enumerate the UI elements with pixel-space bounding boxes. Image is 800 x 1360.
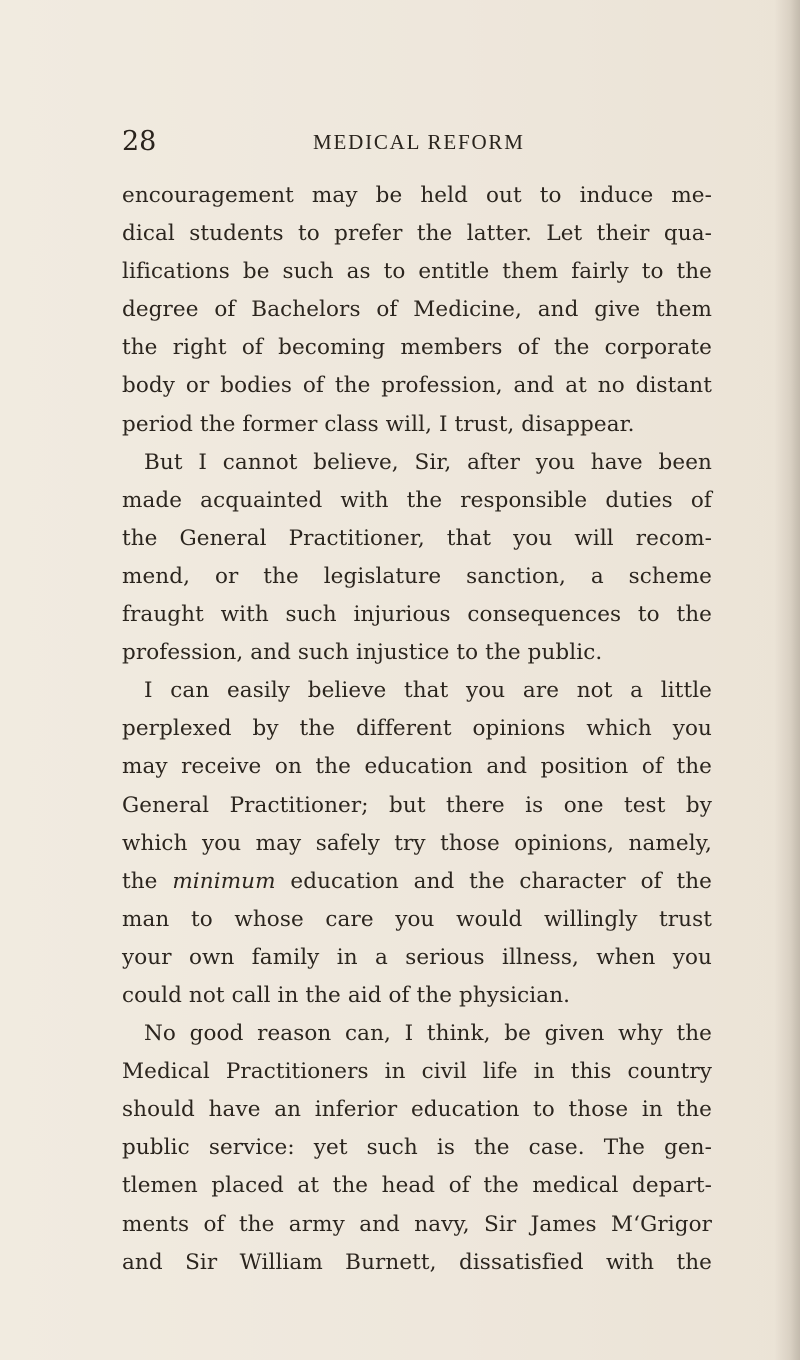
body-text <box>122 177 712 1282</box>
text-line: which you may safely try those opinions, namely, <box>122 830 712 856</box>
emphasized-word: minimum <box>172 868 276 894</box>
text-line: should have an inferior education to those in the <box>122 1097 712 1123</box>
text-line: period the former class will, I trust, disappear. <box>122 411 635 437</box>
text-line: fraught with such injurious consequences to the <box>122 602 712 628</box>
text-line: man to whose care you would willingly trust <box>122 906 712 932</box>
text-fragment: education and the character of the <box>290 868 713 894</box>
text-line: tlemen placed at the head of the medical depart- <box>122 1173 712 1199</box>
running-head: MEDICAL REFORM <box>313 130 525 154</box>
text-line: But I cannot believe, Sir, after you have been <box>144 449 712 475</box>
text-line: Medical Practitioners in civil life in this country <box>122 1059 712 1085</box>
text-line: public service: yet such is the case. The gen- <box>122 1135 712 1161</box>
text-line: made acquainted with the responsible duties of <box>122 487 712 513</box>
text-line: and Sir William Burnett, dissatisfied with the <box>122 1249 712 1275</box>
text-fragment: the <box>122 868 158 894</box>
text-line: No good reason can, I think, be given why the <box>144 1021 712 1047</box>
text-line: mend, or the legislature sanction, a scheme <box>122 563 712 589</box>
text-line: may receive on the education and position of the <box>122 754 712 780</box>
text-line: could not call in the aid of the physician. <box>122 982 571 1008</box>
text-line: dical students to prefer the latter. Let their qua- <box>122 221 712 247</box>
text-line: perplexed by the different opinions which you <box>122 716 712 742</box>
text-line: General Practitioner; but there is one test by <box>122 792 712 818</box>
text-line: degree of Bachelors of Medicine, and give them <box>122 297 712 323</box>
text-line: your own family in a serious illness, when you <box>122 944 712 970</box>
page-number: 28 <box>122 126 157 157</box>
page-edge-shadow <box>774 0 800 1360</box>
text-line: ments of the army and navy, Sir James M‘Grigor <box>122 1211 712 1237</box>
text-line: I can easily believe that you are not a little <box>144 678 712 704</box>
text-line: the right of becoming members of the corporate <box>122 335 712 361</box>
text-line: profession, and such injustice to the public. <box>122 640 603 666</box>
text-line: lifications be such as to entitle them fairly to the <box>122 259 712 285</box>
text-line: body or bodies of the profession, and at no distant <box>122 373 712 399</box>
text-line-with-emphasis <box>122 863 712 901</box>
text-line: the General Practitioner, that you will recom- <box>122 525 712 551</box>
text-line: encouragement may be held out to induce me- <box>122 183 712 208</box>
